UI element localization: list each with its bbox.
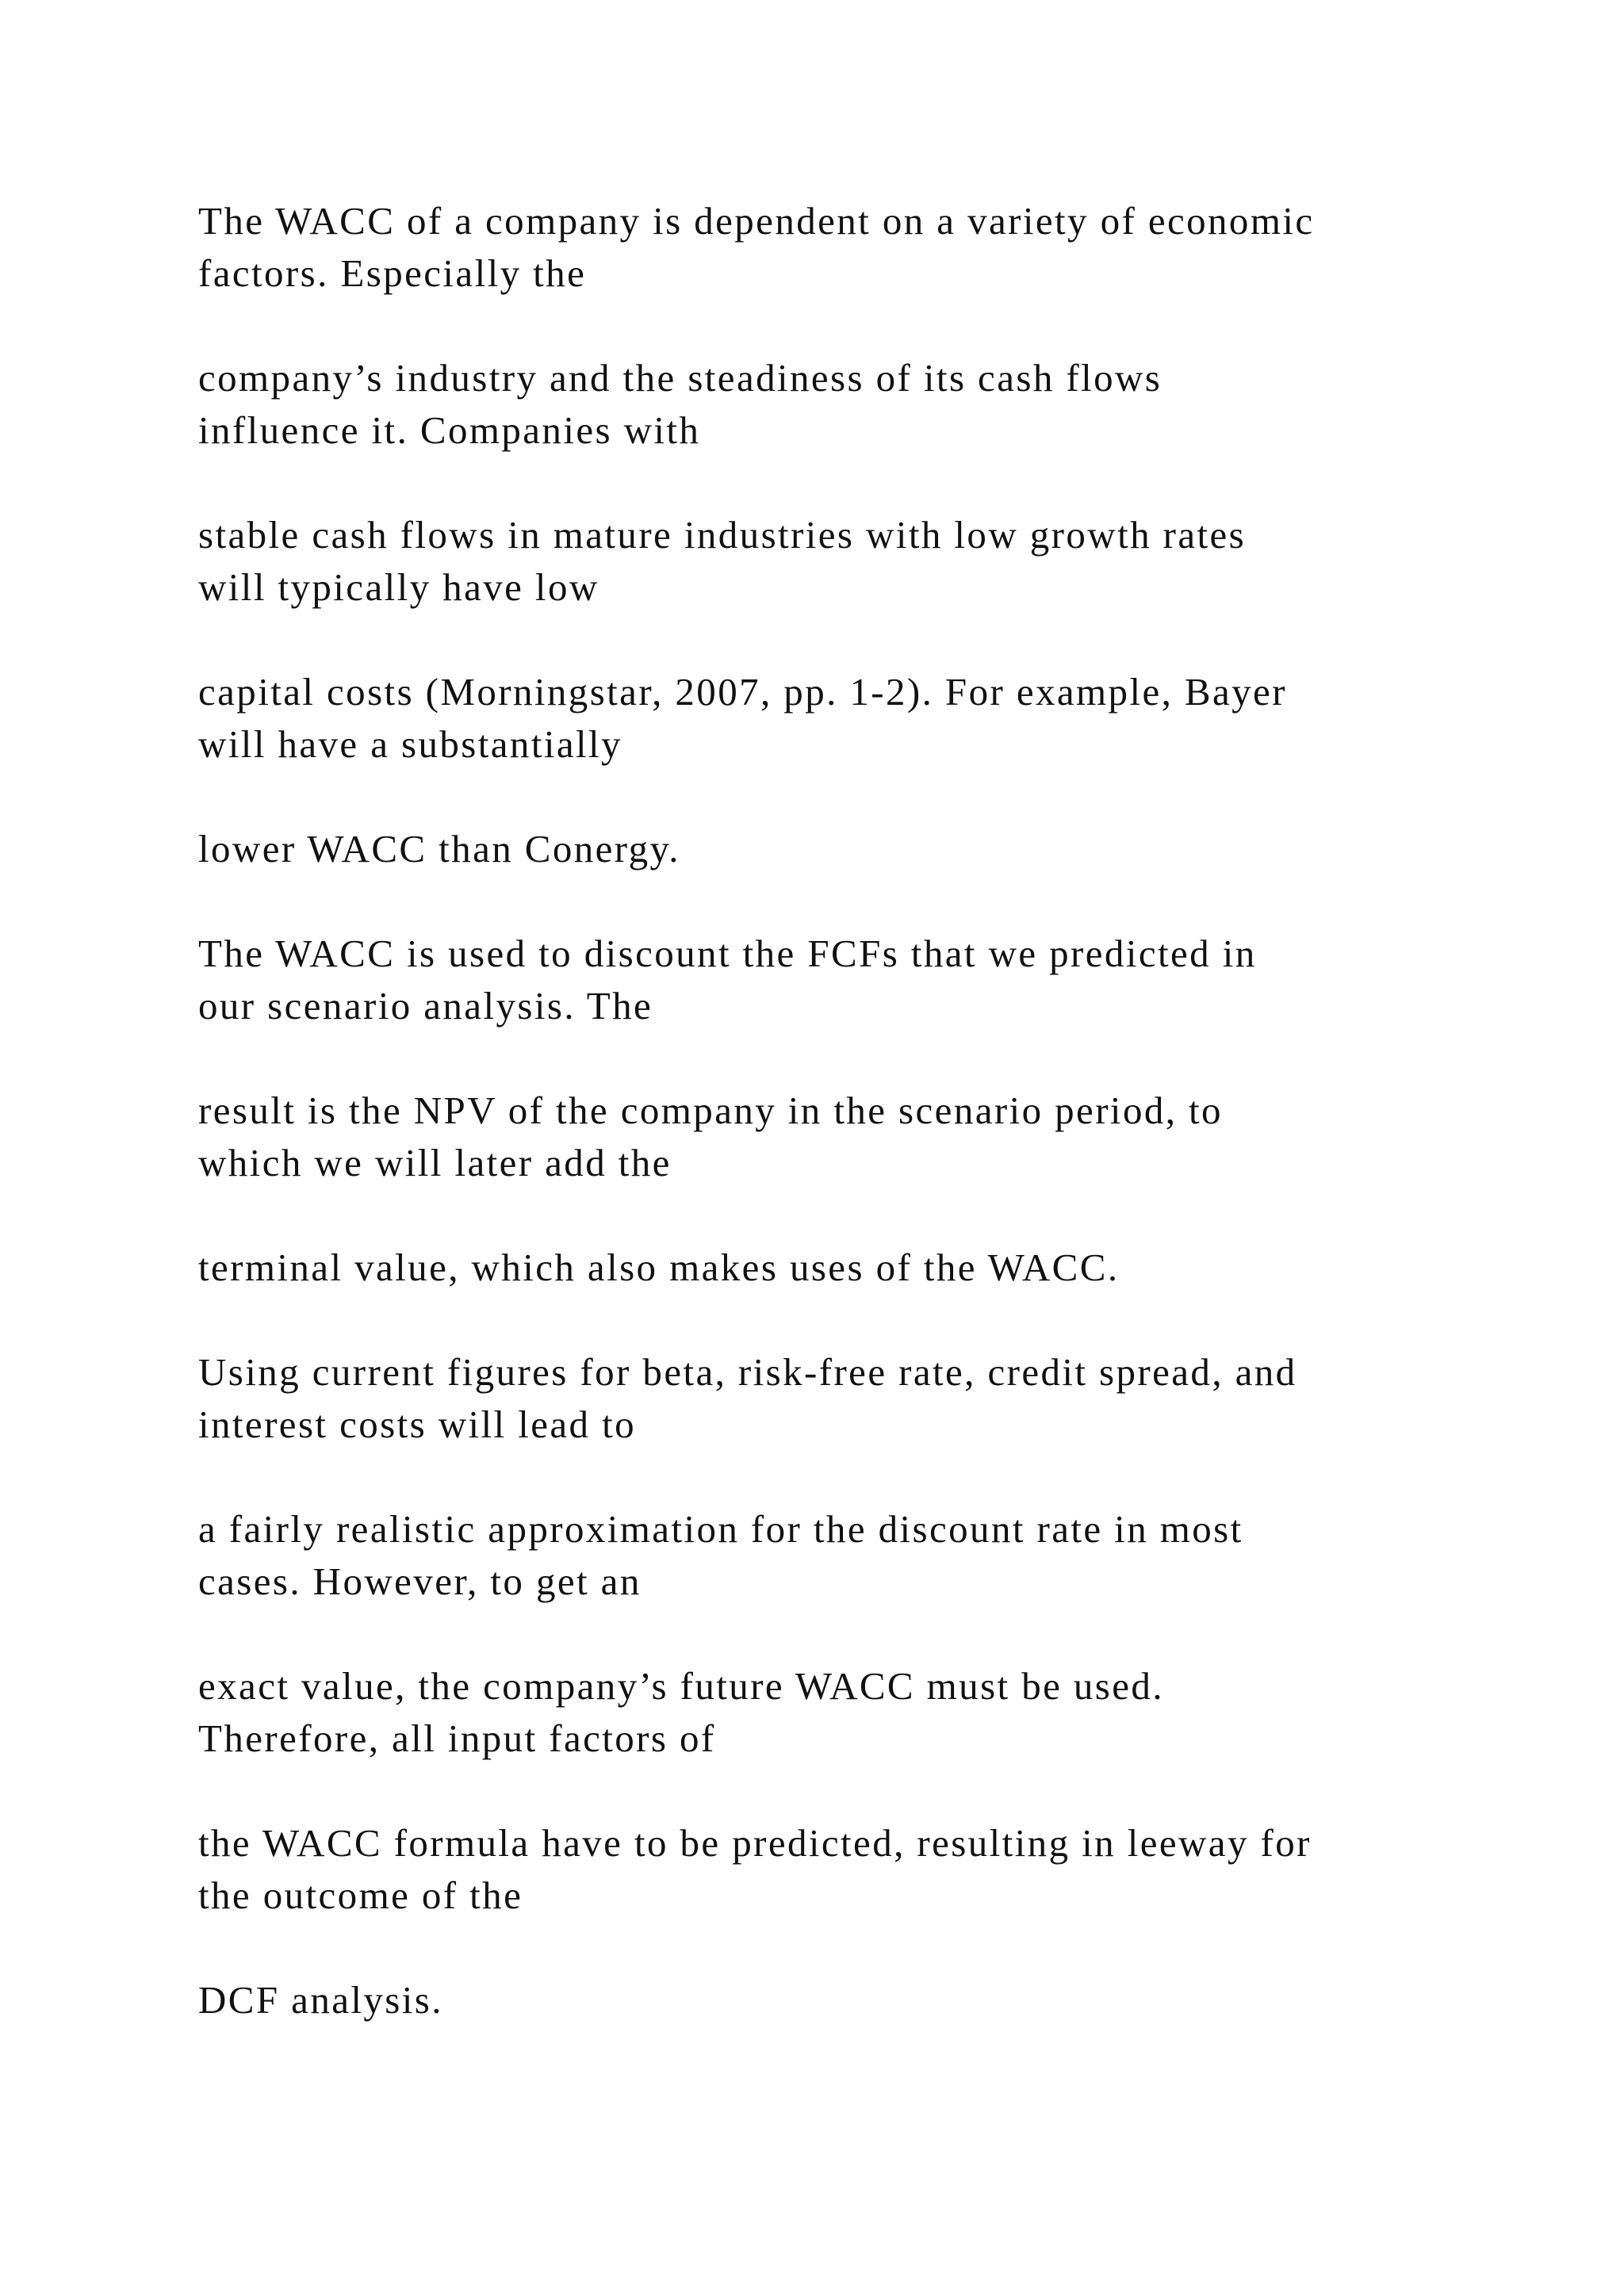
text-line: our scenario analysis. The <box>198 984 653 1027</box>
paragraph <box>198 1817 1515 1922</box>
text-line: DCF analysis. <box>198 1978 443 2022</box>
text-line: interest costs will lead to <box>198 1402 636 1446</box>
text-line: lower WACC than Conergy. <box>198 827 680 871</box>
paragraph <box>198 928 1515 1032</box>
text-line: cases. However, to get an <box>198 1559 642 1603</box>
text-line: result is the NPV of the company in the scenario period, to <box>198 1089 1223 1132</box>
text-line: company’s industry and the steadiness of its cash flows <box>198 356 1162 400</box>
paragraph <box>198 1974 1515 2026</box>
text-line: Using current figures for beta, risk-free rate, credit spread, and <box>198 1350 1297 1394</box>
text-line: will typically have low <box>198 565 599 609</box>
text-line: influence it. Companies with <box>198 408 701 452</box>
text-line: The WACC of a company is dependent on a variety of economic <box>198 199 1315 243</box>
text-line: a fairly realistic approximation for the discount rate in most <box>198 1507 1243 1551</box>
text-line: will have a substantially <box>198 722 622 766</box>
text-line: factors. Especially the <box>198 251 587 295</box>
text-line: exact value, the company’s future WACC must be used. <box>198 1664 1164 1708</box>
paragraph <box>198 352 1515 457</box>
paragraph <box>198 509 1515 614</box>
text-line: capital costs (Morningstar, 2007, pp. 1-2). For example, Bayer <box>198 670 1287 714</box>
text-line: which we will later add the <box>198 1141 672 1184</box>
text-line: the outcome of the <box>198 1873 523 1917</box>
text-line: the WACC formula have to be predicted, resulting in leeway for <box>198 1821 1312 1865</box>
paragraph <box>198 1660 1515 1765</box>
text-line: The WACC is used to discount the FCFs that we predicted in <box>198 932 1257 975</box>
body-text <box>198 195 1515 2079</box>
text-line: terminal value, which also makes uses of the WACC. <box>198 1246 1120 1289</box>
paragraph <box>198 1242 1515 1294</box>
paragraph <box>198 1346 1515 1451</box>
text-line: Therefore, all input factors of <box>198 1716 716 1760</box>
paragraph <box>198 666 1515 771</box>
paragraph <box>198 195 1515 300</box>
text-line: stable cash flows in mature industries with low growth rates <box>198 513 1247 557</box>
paragraph <box>198 1503 1515 1608</box>
paragraph <box>198 1085 1515 1189</box>
paragraph <box>198 823 1515 875</box>
